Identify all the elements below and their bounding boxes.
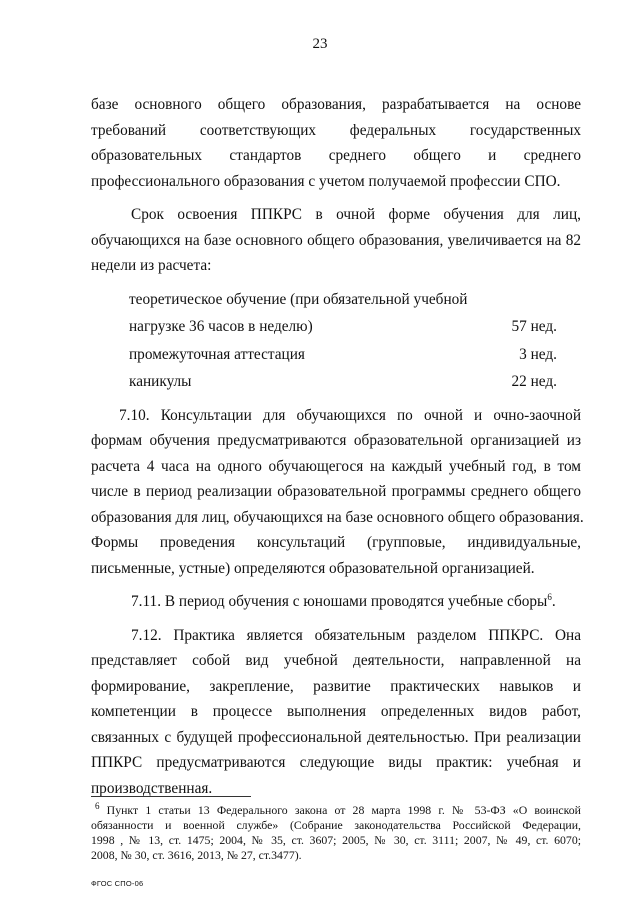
- text-line: 7.12. Практика является обязательным разделом ППКРС. Она: [131, 626, 581, 644]
- list-item: [129, 369, 557, 395]
- footnote-mark: 6: [95, 801, 100, 812]
- footnote-line: обязанности и военной службе» (Собрание законодательства Российской Федерации,: [91, 818, 581, 832]
- list-label: промежуточная аттестация: [129, 345, 305, 363]
- text-line: требований соответствующих федеральных государственных: [91, 121, 581, 139]
- page-number: 23: [312, 36, 328, 52]
- text-line: обучающихся на базе основного общего образования, увеличивается на 82: [91, 231, 581, 249]
- footnote-divider: [91, 796, 251, 797]
- text-line: производственная.: [91, 779, 213, 797]
- text-line: Формы проведения консультаций (групповые, индивидуальные,: [91, 534, 581, 551]
- text-line: Срок освоения ППКРС в очной форме обучения для лиц,: [131, 206, 581, 223]
- text-line: связанных с будущей профессиональной деятельностью. При реализации: [91, 728, 581, 746]
- footnote-line: 2008, № 30, ст. 3616, 2013, № 27, ст.3477).: [91, 848, 302, 862]
- text-line: образования для лиц, обучающихся на базе основного общего образования.: [91, 508, 584, 526]
- footnote-ref[interactable]: 6: [547, 591, 552, 602]
- list-label: нагрузке 36 часов в неделю): [129, 318, 313, 335]
- main-text: [91, 92, 584, 801]
- list-item: [129, 314, 557, 340]
- list-value: 22 нед.: [511, 373, 557, 390]
- paragraph-7-10: [91, 403, 584, 582]
- footnote-line: $^6$ Пункт 1 статьи 13 Федерального закона от 28 марта 1998 г. № 53-ФЗ «О воинской: [95, 801, 581, 817]
- list-value: 57 нед.: [511, 318, 557, 335]
- paragraph-7-11: [91, 589, 581, 615]
- text-line: письменные, устные) определяются образовательной организацией.: [91, 559, 535, 577]
- text-line: профессионального образования с учетом получаемой профессии СПО.: [91, 172, 561, 190]
- text-line: базе основного общего образования, разрабатывается на основе: [91, 96, 581, 113]
- list-item: [129, 287, 557, 313]
- paragraph-2: [91, 202, 581, 279]
- footnote: [91, 803, 581, 863]
- text-line: ППКРС предусматриваются следующие виды практик: учебная и: [91, 754, 581, 771]
- text-line: 7.10. Консультации для обучающихся по очной и очно-заочной: [119, 406, 581, 424]
- text-line: формам обучения предусматриваются образовательной организацией из: [91, 432, 581, 449]
- list-value: 3 нед.: [519, 345, 557, 363]
- list-label: каникулы: [129, 373, 192, 390]
- text-line: 7.11. В период обучения с юношами проводятся учебные сборы: [131, 593, 548, 610]
- list-label: теоретическое обучение (при обязательной учебной: [129, 290, 468, 308]
- paragraph-7-12: [91, 623, 581, 802]
- text-line: компетенции в процессе выполнения определенных видов работ,: [91, 703, 581, 720]
- text-line: формирование, закрепление, развитие практических навыков и: [91, 677, 581, 695]
- text-line: расчета 4 часа на одного обучающегося на каждый учебный год, в том: [91, 457, 581, 475]
- text-line: недели из расчета:: [91, 257, 212, 274]
- duration-list: [91, 287, 581, 395]
- document-code: ФГОС СПО-06: [91, 879, 144, 888]
- list-item: [129, 342, 557, 368]
- text-line-end: .: [551, 593, 556, 610]
- text-line: числе в период реализации образовательной программы среднего общего: [91, 483, 581, 500]
- text-line: представляет собой вид учебной деятельности, направленной на: [91, 652, 581, 669]
- text-line: образовательных стандартов среднего общего и среднего: [91, 147, 581, 164]
- footnote-line: 1998 , № 13, ст. 1475; 2004, № 35, ст. 3607; 2005, № 30, ст. 3111; 2007, № 49, ст. 6070;: [91, 833, 581, 847]
- paragraph-1: [91, 92, 581, 194]
